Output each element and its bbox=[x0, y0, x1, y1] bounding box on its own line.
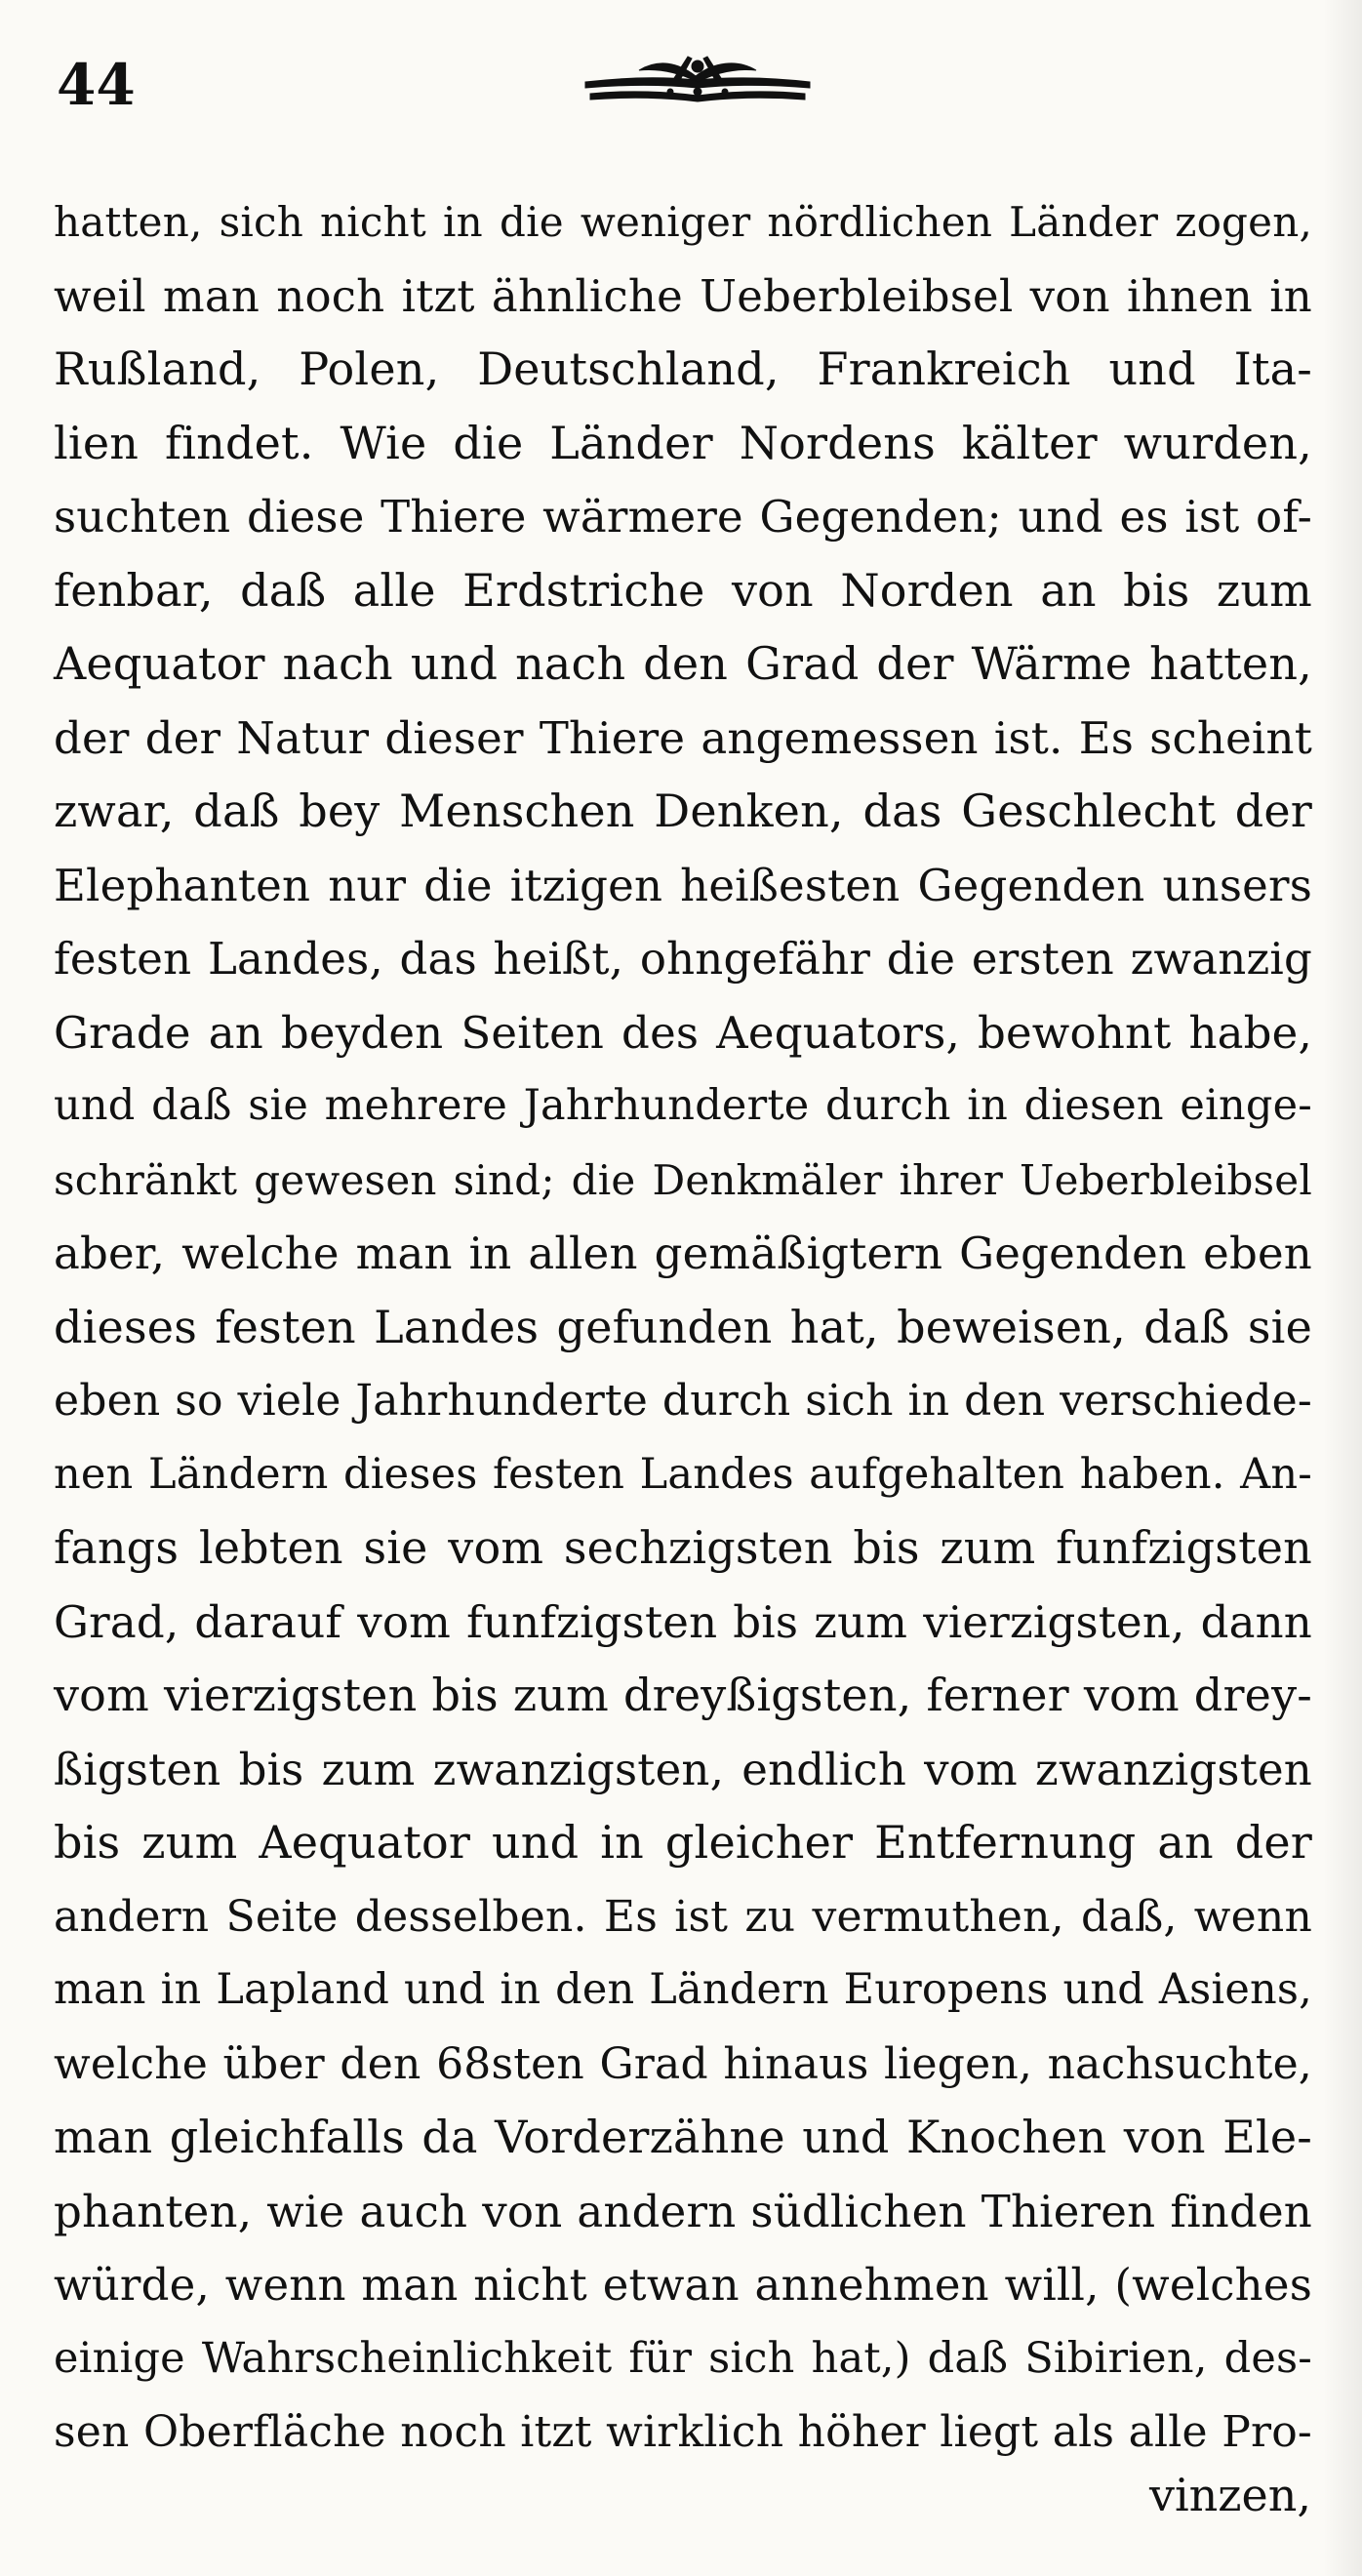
catchword: vinzen, bbox=[1148, 2469, 1311, 2521]
text-line: nen Ländern dieses festen Landes aufgehalten haben. An- bbox=[54, 1449, 1312, 1499]
text-line: aber, welche man in allen gemäßigtern Gegenden eben bbox=[54, 1228, 1312, 1279]
text-line: man gleichfalls da Vorderzähne und Knochen von Ele- bbox=[54, 2111, 1312, 2163]
text-line: man in Lapland und in den Ländern Europens und Asiens, bbox=[54, 1965, 1312, 2014]
text-line: und daß sie mehrere Jahrhunderte durch in diesen einge- bbox=[54, 1081, 1312, 1130]
text-line: weil man noch itzt ähnliche Ueberbleibsel von ihnen in bbox=[54, 269, 1312, 322]
text-line: fangs lebten sie vom sechzigsten bis zum funfzigsten bbox=[54, 1521, 1312, 1574]
text-line: vom vierzigsten bis zum dreyßigsten, ferner vom drey- bbox=[54, 1669, 1312, 1721]
text-line: Grad, darauf vom funfzigsten bis zum vierzigsten, dann bbox=[54, 1595, 1312, 1648]
text-line: andern Seite desselben. Es ist zu vermuthen, daß, wenn bbox=[54, 1891, 1312, 1942]
text-line: fenbar, daß alle Erdstriche von Norden an bis zum bbox=[54, 563, 1312, 617]
page-edge bbox=[1323, 0, 1362, 2576]
text-line: schränkt gewesen sind; die Denkmäler ihrer Ueberbleibsel bbox=[54, 1155, 1312, 1204]
text-line: welche über den 68sten Grad hinaus liegen, nachsuchte, bbox=[54, 2038, 1312, 2089]
text-line: ßigsten bis zum zwanzigsten, endlich vom zwanzigsten bbox=[54, 1743, 1312, 1795]
body-text bbox=[54, 185, 1312, 2470]
text-line: eben so viele Jahrhunderte durch sich in den verschiede- bbox=[54, 1376, 1312, 1426]
text-line: bis zum Aequator und in gleicher Entfernung an der bbox=[54, 1816, 1312, 1869]
text-line: Aequator nach und nach den Grad der Wärme hatten, bbox=[54, 637, 1312, 690]
text-line: einige Wahrscheinlichkeit für sich hat,) daß Sibirien, des- bbox=[54, 2333, 1312, 2383]
text-line: zwar, daß bey Menschen Denken, das Geschlecht der bbox=[54, 785, 1312, 837]
page-number: 44 bbox=[57, 52, 136, 118]
text-line: hatten, sich nicht in die weniger nördlichen Länder zogen, bbox=[54, 198, 1312, 246]
text-line: Elephanten nur die itzigen heißesten Gegenden unsers bbox=[54, 859, 1312, 911]
text-line: Rußland, Polen, Deutschland, Frankreich und Ita- bbox=[54, 342, 1312, 395]
text-line: festen Landes, das heißt, ohngefähr die ersten zwanzig bbox=[54, 933, 1312, 985]
text-line: lien findet. Wie die Länder Nordens kälter wurden, bbox=[54, 416, 1312, 469]
text-line: phanten, wie auch von andern südlichen Thieren finden bbox=[54, 2185, 1312, 2237]
text-line: der der Natur dieser Thiere angemessen ist. Es scheint bbox=[54, 711, 1312, 764]
text-line: würde, wenn man nicht etwan annehmen will, (welches bbox=[54, 2259, 1312, 2311]
text-line: sen Oberfläche noch itzt wirklich höher liegt als alle Pro- bbox=[54, 2407, 1312, 2457]
text-line: Grade an beyden Seiten des Aequators, bewohnt habe, bbox=[54, 1006, 1312, 1059]
decorative-headpiece-icon bbox=[581, 49, 815, 117]
text-line: dieses festen Landes gefunden hat, beweisen, daß sie bbox=[54, 1300, 1312, 1353]
text-line: suchten diese Thiere wärmere Gegenden; und es ist of- bbox=[54, 491, 1312, 543]
